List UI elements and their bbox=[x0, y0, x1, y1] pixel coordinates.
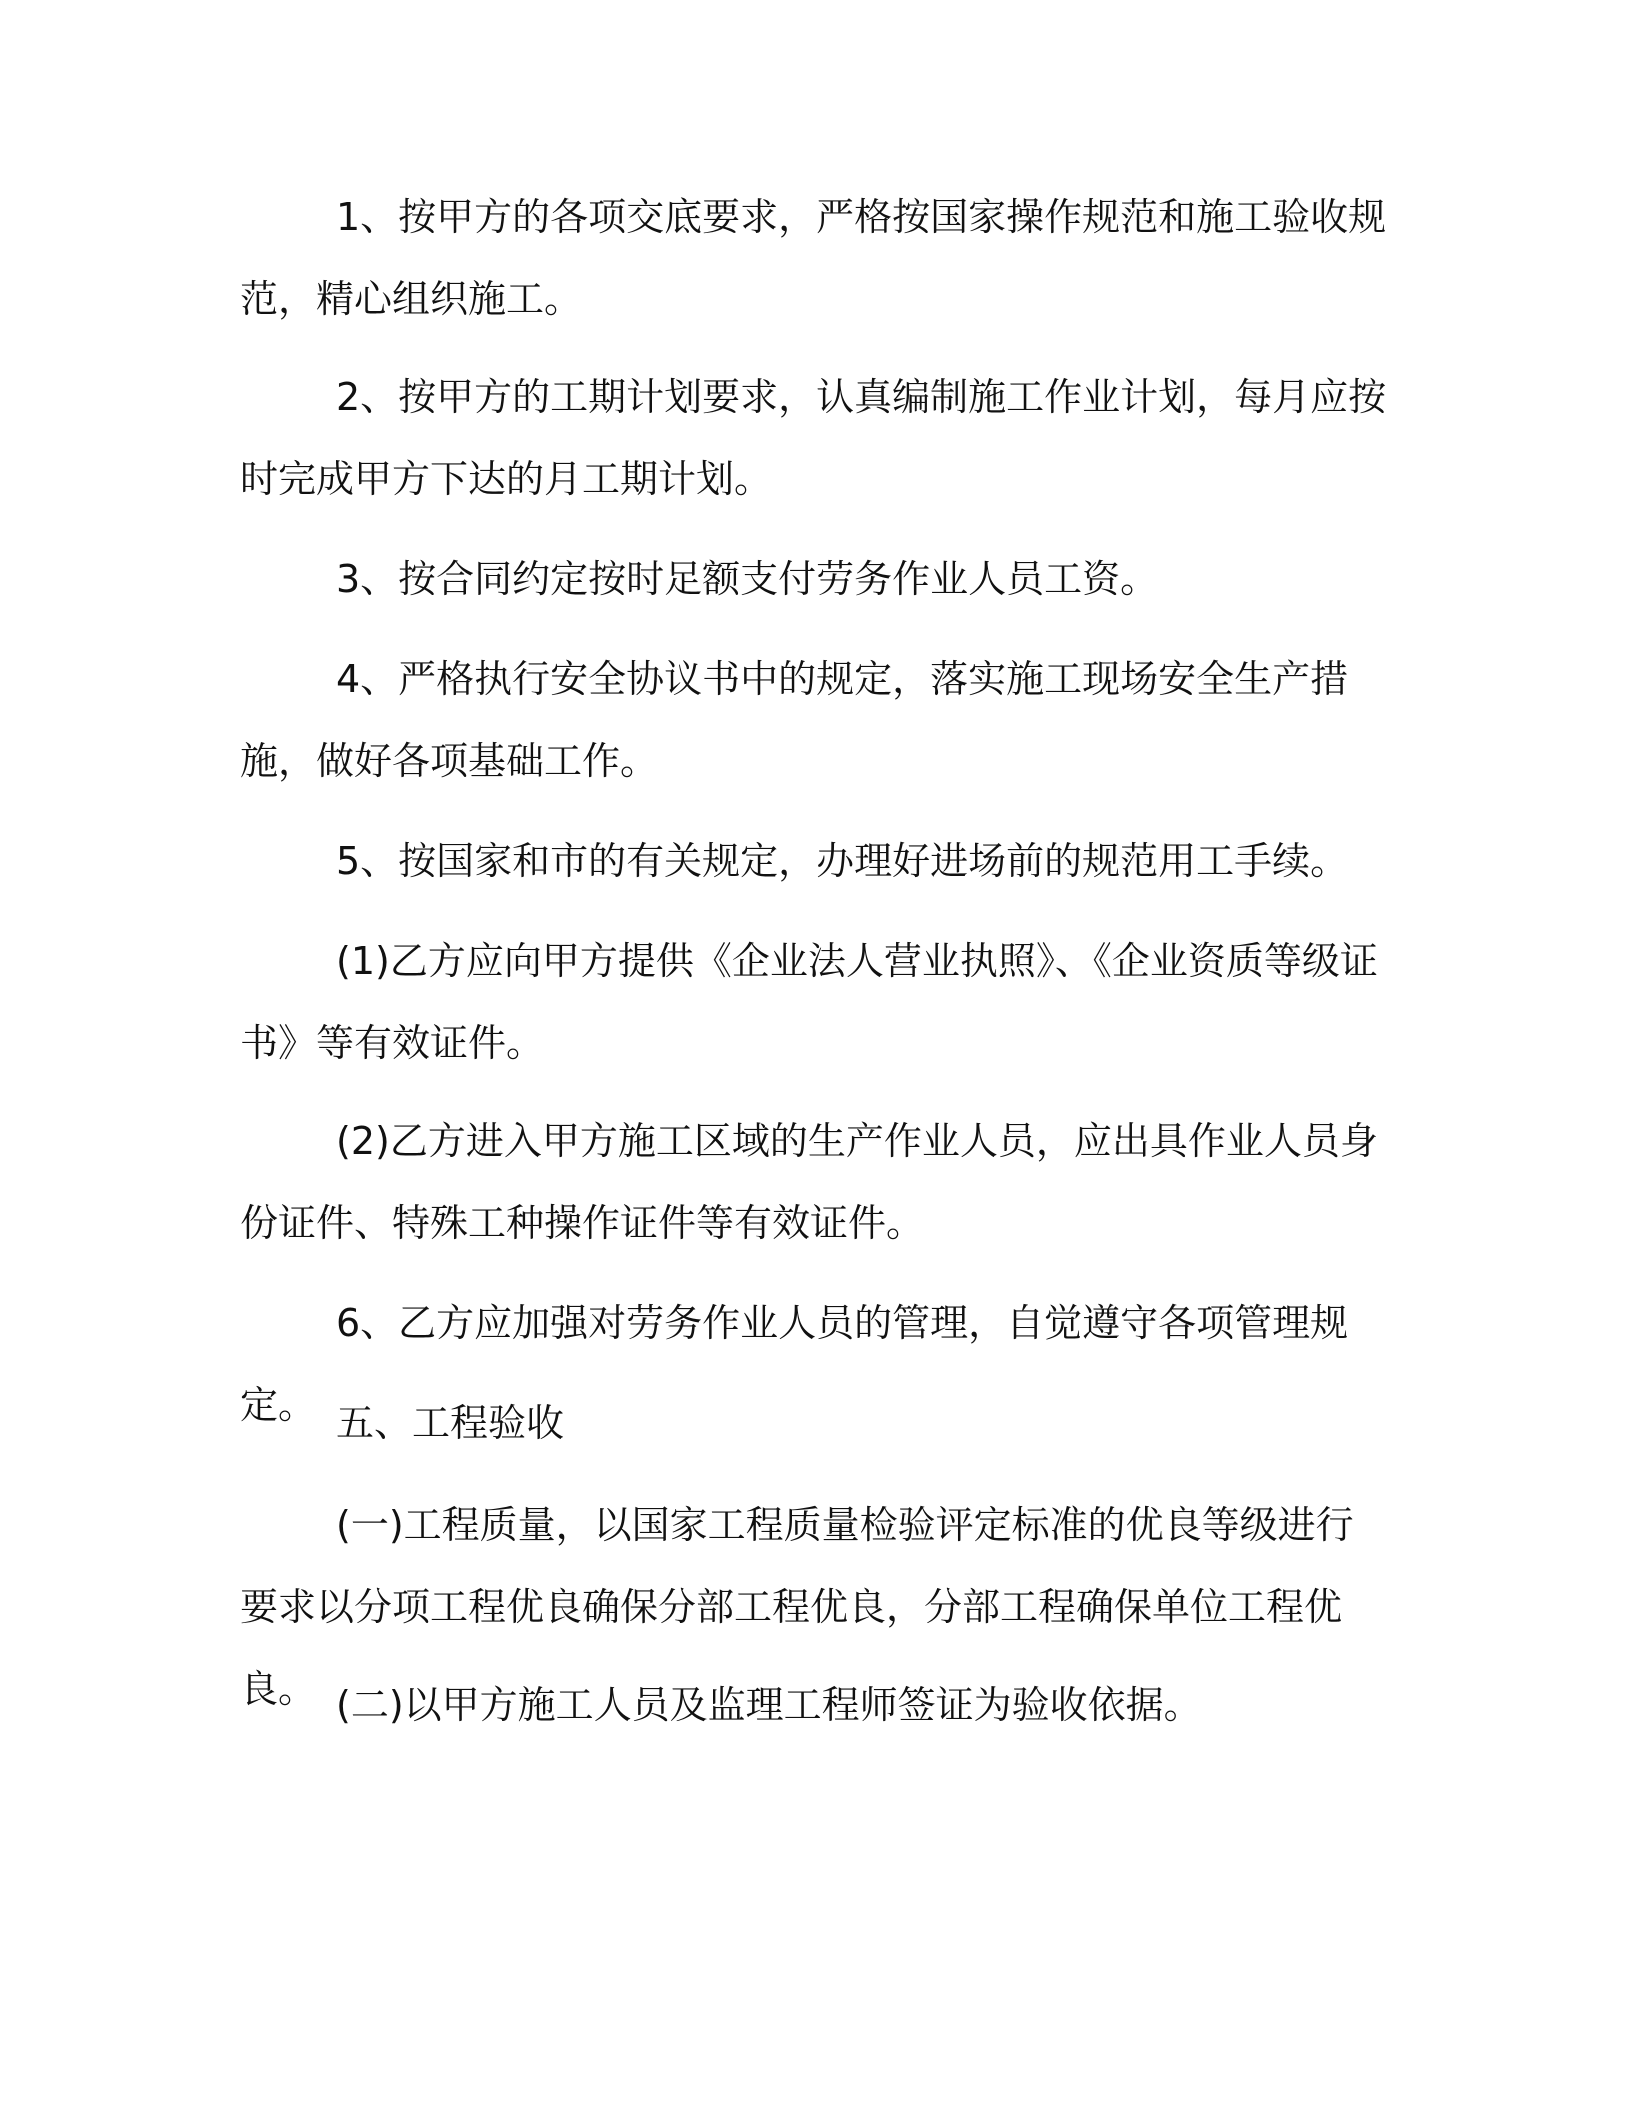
clause-3: 3、按合同约定按时足额支付劳务作业人员工资。 bbox=[336, 557, 1159, 601]
clause-4: 4、严格执行安全协议书中的规定，落实施工现场安全生产措施，做好各项基础工作。 bbox=[240, 657, 1349, 783]
clause-1: 1、按甲方的各项交底要求，严格按国家操作规范和施工验收规范，精心组织施工。 bbox=[240, 195, 1387, 321]
sub-clause-2: (2)乙方进入甲方施工区域的生产作业人员，应出具作业人员身份证件、特殊工种操作证件等有效证件。 bbox=[240, 1119, 1378, 1245]
acceptance-item-1: (一)工程质量，以国家工程质量检验评定标准的优良等级进行要求以分项工程优良确保分部工程优良，分部工程确保单位工程优良。 bbox=[240, 1503, 1354, 1711]
clause-2: 2、按甲方的工期计划要求，认真编制施工作业计划，每月应按时完成甲方下达的月工期计划。 bbox=[240, 375, 1387, 501]
clause-6: 6、乙方应加强对劳务作业人员的管理，自觉遵守各项管理规定。 bbox=[240, 1301, 1349, 1427]
clause-5: 5、按国家和市的有关规定，办理好进场前的规范用工手续。 bbox=[336, 839, 1349, 883]
sub-clause-1: (1)乙方应向甲方提供《企业法人营业执照》、《企业资质等级证书》等有效证件。 bbox=[240, 939, 1378, 1065]
acceptance-item-2: (二)以甲方施工人员及监理工程师签证为验收依据。 bbox=[336, 1683, 1202, 1727]
section-heading: 五、工程验收 bbox=[336, 1401, 565, 1445]
